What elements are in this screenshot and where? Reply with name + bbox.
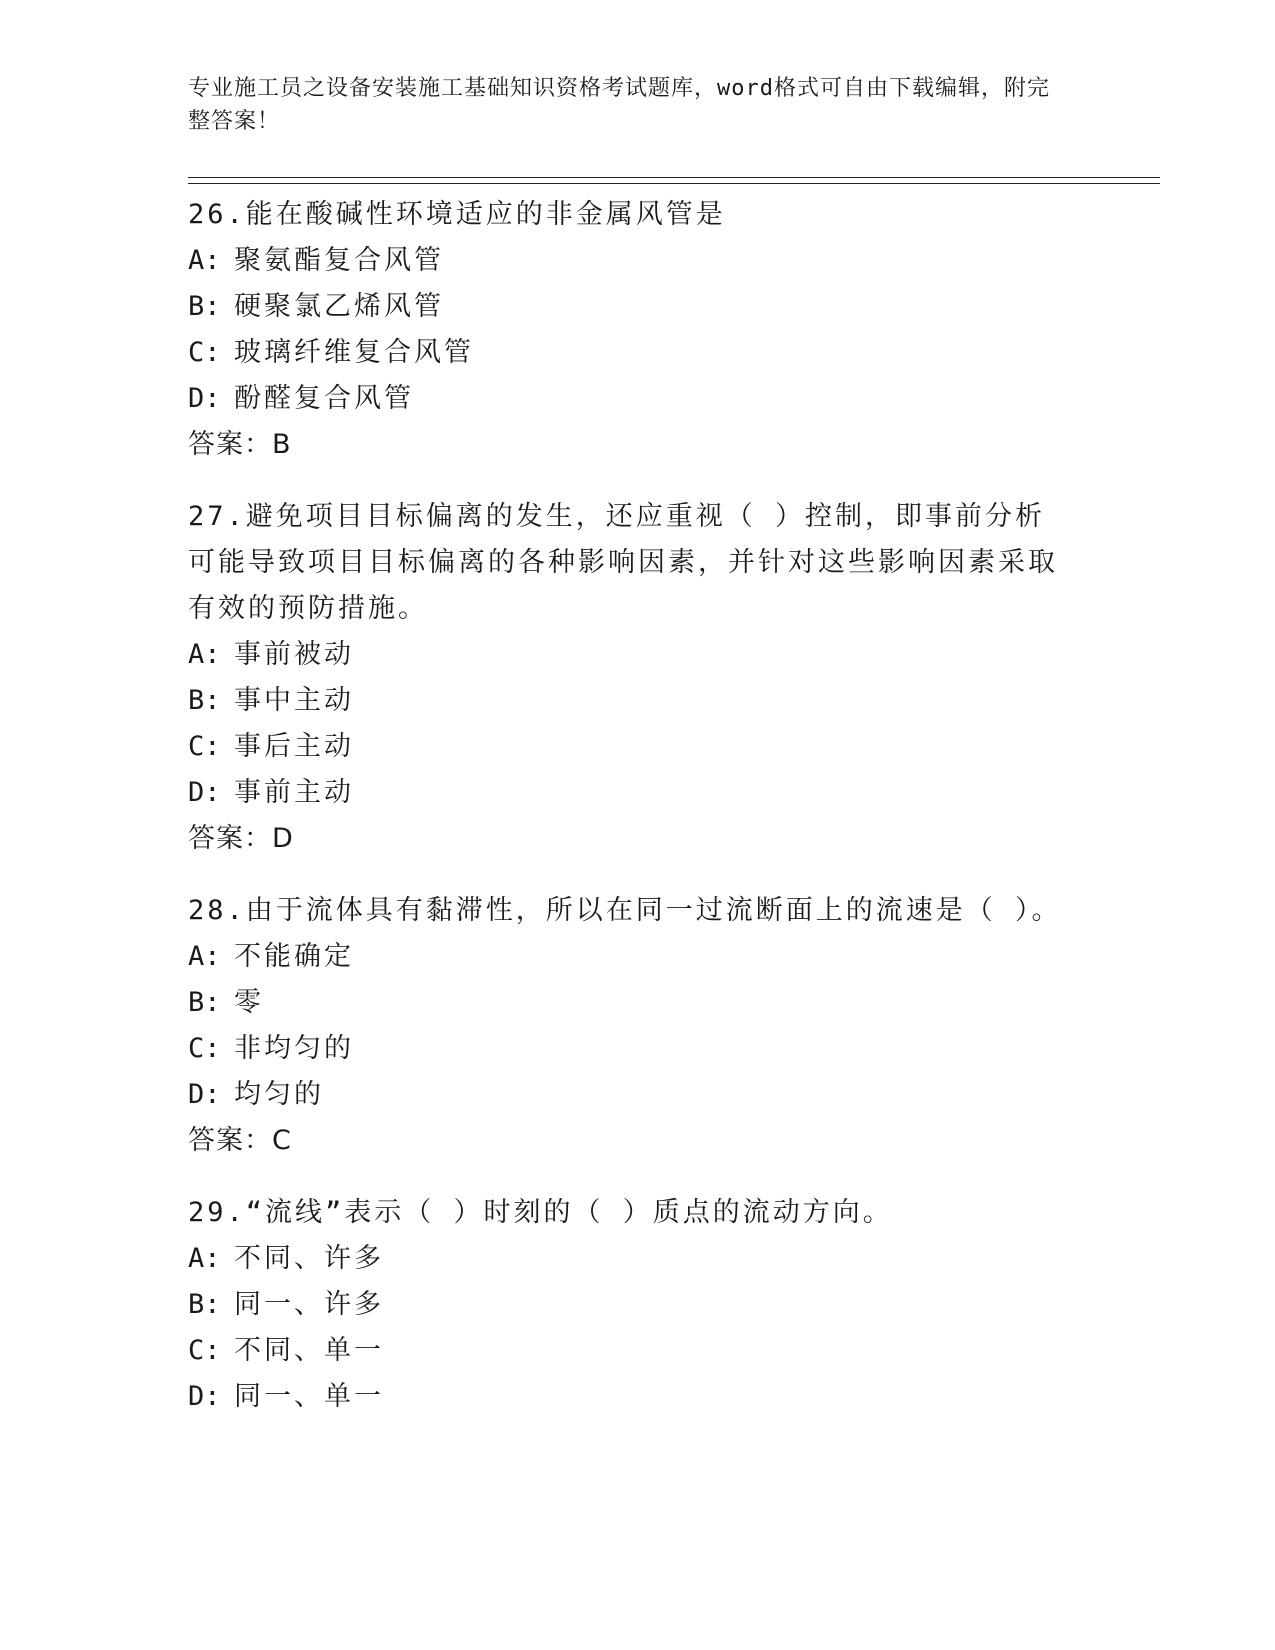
question-stem: 26.能在酸碱性环境适应的非金属风管是	[188, 199, 726, 230]
option-a	[188, 934, 1068, 980]
answer-line: 答案：D	[188, 823, 294, 854]
option-text: 硬聚氯乙烯风管	[234, 291, 444, 322]
header-divider-top	[188, 177, 1160, 178]
question-stem: 27.避免项目目标偏离的发生，还应重视（ ）控制，即事前分析可能导致项目目标偏离的各种影响因素，并针对这些影响因素采取有效的预防措施。	[188, 501, 1058, 624]
option-label: A:	[188, 245, 221, 276]
answer-line: 答案：B	[188, 429, 292, 460]
option-text: 事前主动	[234, 777, 354, 808]
document-header	[188, 72, 1068, 138]
option-c	[188, 1328, 1068, 1374]
option-c	[188, 724, 1068, 770]
option-text: 不同、单一	[234, 1335, 384, 1366]
option-a	[188, 1236, 1068, 1282]
document-title: 专业施工员之设备安装施工基础知识资格考试题库，word格式可自由下载编辑，附完整答案！	[188, 76, 1050, 134]
option-text: 不能确定	[234, 941, 354, 972]
option-label: A:	[188, 941, 221, 972]
option-text: 同一、许多	[234, 1289, 384, 1320]
question-stem: 29.“流线”表示（ ）时刻的（ ）质点的流动方向。	[188, 1197, 893, 1228]
option-label: D:	[188, 1079, 221, 1110]
option-c	[188, 330, 1068, 376]
option-label: C:	[188, 731, 221, 762]
option-text: 非均匀的	[234, 1033, 354, 1064]
question-28	[188, 888, 1068, 1164]
option-label: D:	[188, 383, 221, 414]
option-a	[188, 632, 1068, 678]
question-27	[188, 494, 1068, 862]
header-divider-bottom	[188, 183, 1160, 184]
option-b	[188, 284, 1068, 330]
question-29	[188, 1190, 1068, 1420]
option-d	[188, 770, 1068, 816]
option-label: D:	[188, 777, 221, 808]
option-b	[188, 678, 1068, 724]
option-label: C:	[188, 1033, 221, 1064]
option-text: 玻璃纤维复合风管	[234, 337, 474, 368]
question-26	[188, 192, 1068, 468]
option-label: B:	[188, 1289, 221, 1320]
option-d	[188, 1374, 1068, 1420]
option-label: D:	[188, 1381, 221, 1412]
question-stem: 28.由于流体具有黏滞性，所以在同一过流断面上的流速是（ ）。	[188, 895, 1062, 926]
option-label: B:	[188, 987, 221, 1018]
option-label: A:	[188, 1243, 221, 1274]
option-text: 同一、单一	[234, 1381, 384, 1412]
option-text: 事后主动	[234, 731, 354, 762]
option-b	[188, 980, 1068, 1026]
option-label: B:	[188, 291, 221, 322]
option-b	[188, 1282, 1068, 1328]
option-text: 均匀的	[234, 1079, 324, 1110]
answer-line: 答案：C	[188, 1125, 292, 1156]
option-label: C:	[188, 337, 221, 368]
option-text: 聚氨酯复合风管	[234, 245, 444, 276]
option-text: 零	[234, 987, 264, 1018]
option-label: A:	[188, 639, 221, 670]
option-text: 事前被动	[234, 639, 354, 670]
option-a	[188, 238, 1068, 284]
question-list	[188, 192, 1068, 1446]
option-c	[188, 1026, 1068, 1072]
option-label: B:	[188, 685, 221, 716]
option-text: 酚醛复合风管	[234, 383, 414, 414]
option-d	[188, 376, 1068, 422]
option-label: C:	[188, 1335, 221, 1366]
option-text: 事中主动	[234, 685, 354, 716]
option-d	[188, 1072, 1068, 1118]
option-text: 不同、许多	[234, 1243, 384, 1274]
